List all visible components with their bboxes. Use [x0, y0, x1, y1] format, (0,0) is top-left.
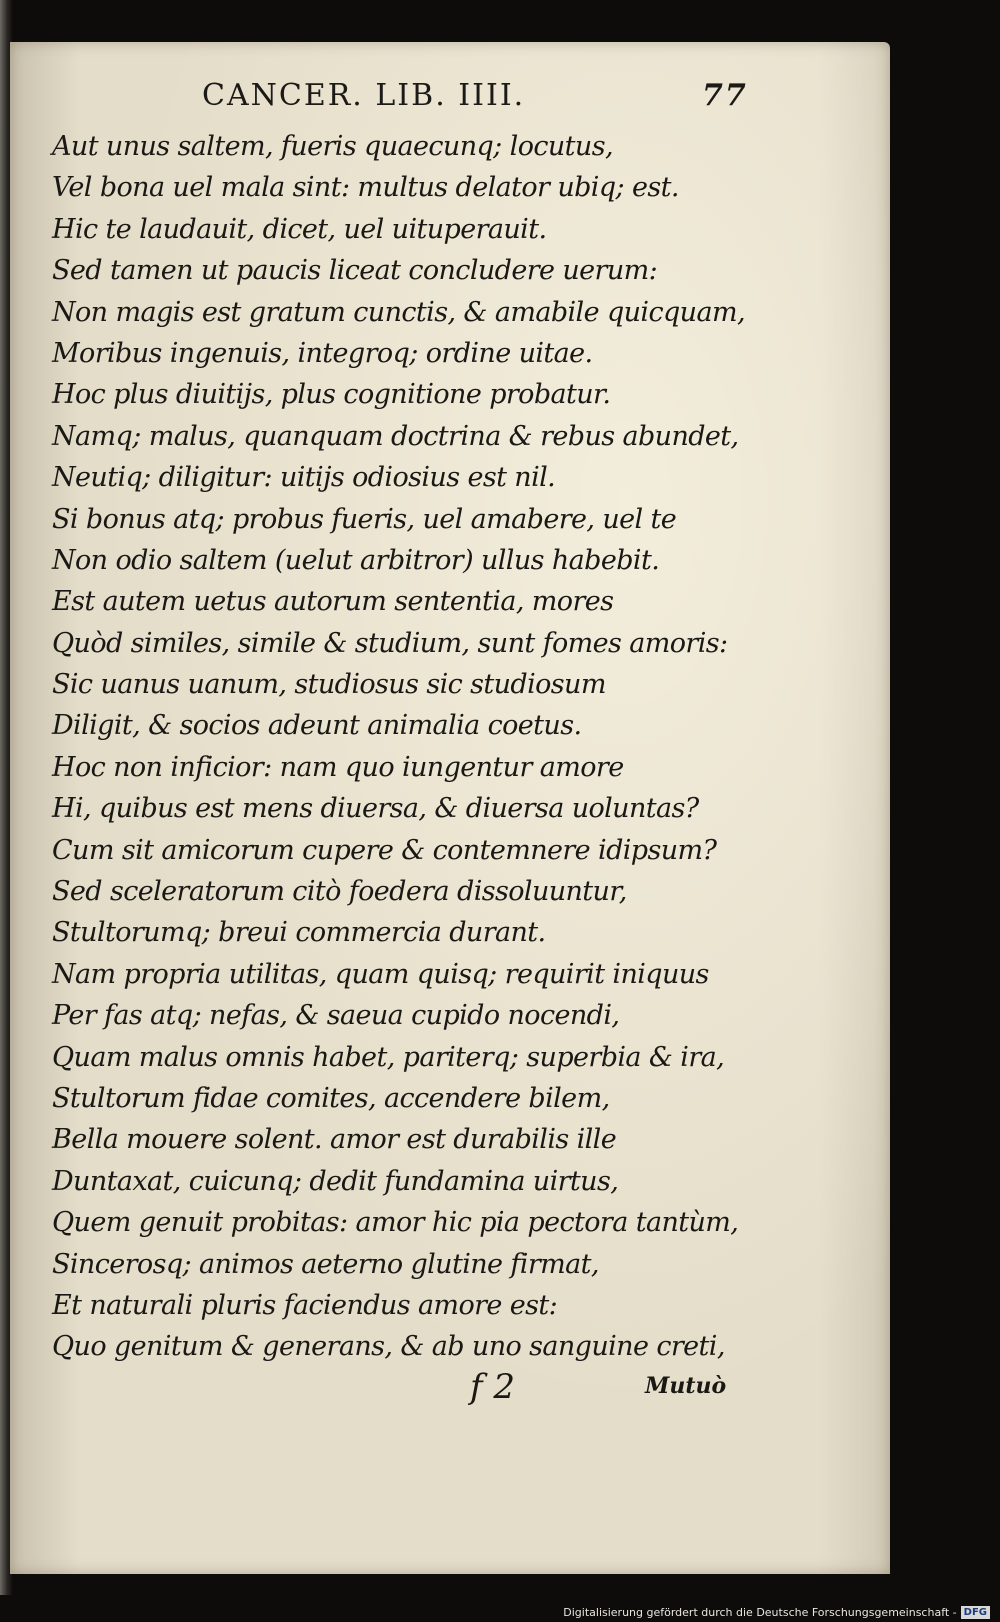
- verse-line: Quem genuit probitas: amor hic pia pectora tantùm,: [52, 1207, 739, 1239]
- verse-line: Vel bona uel mala sint: multus delator ubiq; est.: [52, 172, 679, 204]
- page-footer: [470, 1367, 750, 1407]
- verse-line: Diligit, & socios adeunt animalia coetus.: [52, 710, 582, 742]
- verse-line: Quo genitum & generans, & ab uno sanguine creti,: [52, 1331, 725, 1363]
- catchword: Mutuò: [645, 1373, 727, 1399]
- verse-line: Per fas atq; nefas, & saeua cupido nocendi,: [52, 1000, 620, 1032]
- verse-line: Aut unus saltem, fueris quaecunq; locutus,: [52, 131, 613, 162]
- verse-line: Sincerosq; animos aeterno glutine firmat,: [52, 1248, 599, 1280]
- verse-line: Namq; malus, quanquam doctrina & rebus abundet,: [52, 420, 739, 452]
- verse-line: Stultorumq; breui commercia durant.: [52, 917, 546, 949]
- verse-line: Stultorum fidae comites, accendere bilem,: [52, 1082, 610, 1114]
- verse-line: Non odio saltem (uelut arbitror) ullus habebit.: [52, 544, 660, 576]
- verse-line: Bella mouere solent. amor est durabilis ille: [52, 1124, 617, 1156]
- verse-line: Hoc non inficior: nam quo iungentur amore: [52, 751, 624, 783]
- verse-line: Nam propria utilitas, quam quisq; requirit iniquus: [52, 958, 709, 990]
- verse-line: Quòd similes, simile & studium, sunt fomes amoris:: [52, 627, 728, 659]
- verse-line: Hoc plus diuitijs, plus cognitione probatur.: [52, 379, 611, 411]
- verse-line: Et naturali pluris faciendus amore est:: [52, 1289, 558, 1321]
- verse-line: Sic uanus uanum, studiosus sic studiosum: [52, 669, 606, 701]
- running-title: CANCER. LIB. IIII.: [202, 78, 526, 113]
- verse-line: Sed tamen ut paucis liceat concludere uerum:: [52, 255, 658, 287]
- folio-number: 77: [702, 78, 748, 113]
- verse-line: Hi, quibus est mens diuersa, & diuersa uoluntas?: [52, 793, 699, 825]
- verse-line: Quam malus omnis habet, pariterq; superbia & ira,: [52, 1041, 725, 1073]
- verse-line: Moribus ingenuis, integroq; ordine uitae.: [52, 337, 593, 369]
- verse-line: Sed sceleratorum citò foedera dissoluuntur,: [52, 876, 627, 908]
- running-header: [190, 78, 750, 118]
- dfg-logo-icon: DFG: [961, 1606, 990, 1619]
- verse-text-block: [52, 126, 752, 1368]
- digitization-credit: [563, 1606, 990, 1619]
- verse-line: Cum sit amicorum cupere & contemnere idipsum?: [52, 834, 717, 866]
- verse-line: Non magis est gratum cunctis, & amabile quicquam,: [52, 296, 745, 328]
- credit-text: Digitalisierung gefördert durch die Deutsche Forschungsgemeinschaft -: [563, 1606, 957, 1619]
- verse-line: Est autem uetus autorum sententia, mores: [52, 586, 614, 618]
- verse-line: Duntaxat, cuicunq; dedit fundamina uirtus,: [52, 1165, 619, 1197]
- verse-line: Si bonus atq; probus fueris, uel amabere, uel te: [52, 503, 677, 535]
- signature-mark: f 2: [470, 1367, 516, 1407]
- verse-line: Neutiq; diligitur: uitijs odiosius est nil.: [52, 462, 556, 494]
- verse-line: Hic te laudauit, dicet, uel uituperauit.: [52, 213, 547, 245]
